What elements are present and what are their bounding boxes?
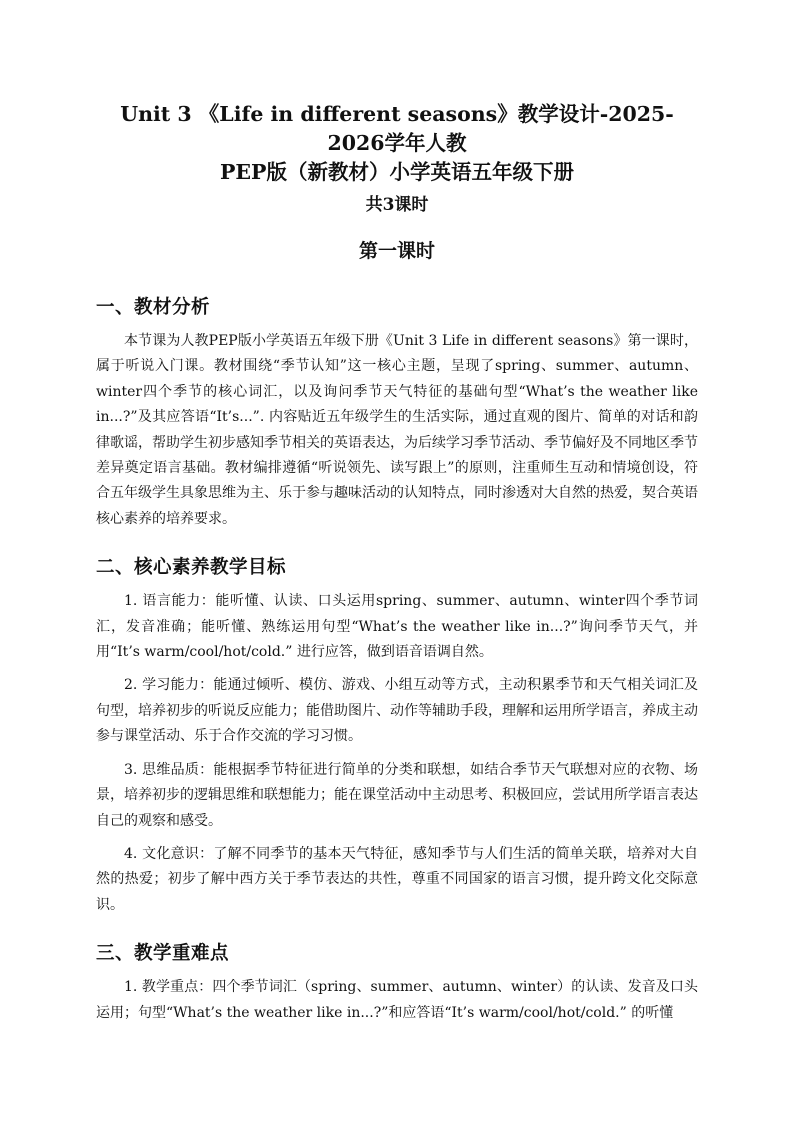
objective-culture: 4. 文化意识：了解不同季节的基本天气特征，感知季节与人们生活的简单关联，培养对大自然的热爱；初步了解中西方关于季节表达的共性，尊重不同国家的语言习惯，提升跨文化交际意识。 [96, 845, 698, 913]
section-textbook-analysis [96, 295, 698, 532]
section-heading: 二、核心素养教学目标 [96, 557, 287, 579]
objective-language: 1. 语言能力：能听懂、认读、口头运用spring、summer、autumn、winter四个季节词汇，发音准确；能听懂、熟练运用句型“What’s the weather like in...?”询问季节天气，并用“It’s warm/cool/hot/cold.” 进行应答，做到语音语调自然。 [96, 593, 698, 661]
paragraph: 1. 教学重点：四个季节词汇（spring、summer、autumn、winter）的认读、发音及口头运用；句型“What’s the weather like in...?”和应答语“It’s warm/cool/hot/cold.” 的听懂 [96, 979, 698, 1021]
paragraph: 本节课为人教PEP版小学英语五年级下册《Unit 3 Life in different seasons》第一课时，属于听说入门课。教材围绕“季节认知”这一核心主题，呈现了spring、summer、autumn、winter四个季节的核心词汇，以及询问季节天气特征的基础句型“What’s the weather like in...?”及其应答语“It’s...”. 内容贴近五年级学生的生活实际，通过直观的图片、简单的对话和韵律歌谣，帮助学生初步感知季节相关的英语表达，为后续学习季节活动、季节偏好及不同地区季节差异奠定语言基础。教材编排遵循“听说领先、读写跟上”的原则，注重师生互动和情境创设，符合五年级学生具象思维为主、乐于参与趣味活动的认知特点，同时渗透对大自然的热爱，契合英语核心素养的培养要求。 [96, 333, 698, 527]
objective-thinking: 3. 思维品质：能根据季节特征进行简单的分类和联想，如结合季节天气联想对应的衣物、场景，培养初步的逻辑思维和联想能力；能在课堂活动中主动思考、积极回应，尝试用所学语言表达自己的观察和感受。 [96, 761, 698, 829]
section-heading: 三、教学重难点 [96, 943, 230, 965]
objective-learning: 2. 学习能力：能通过倾听、模仿、游戏、小组互动等方式，主动积累季节和天气相关词汇及句型，培养初步的听说反应能力；能借助图片、动作等辅助手段，理解和运用所学语言，养成主动参与课堂活动、乐于合作交流的学习习惯。 [96, 677, 698, 745]
total-lessons: 共3课时 [365, 195, 429, 215]
document-title [96, 100, 698, 187]
section-teaching-objectives [96, 555, 698, 918]
section-heading: 一、教材分析 [96, 297, 211, 318]
title-line-1: Unit 3 《Life in different seasons》教学设计-2025-2026学年人教 [120, 102, 674, 155]
lesson-heading: 第一课时 [358, 240, 435, 262]
section-key-difficult-points [96, 941, 698, 1026]
title-line-2: PEP版（新教材）小学英语五年级下册 [220, 160, 574, 184]
